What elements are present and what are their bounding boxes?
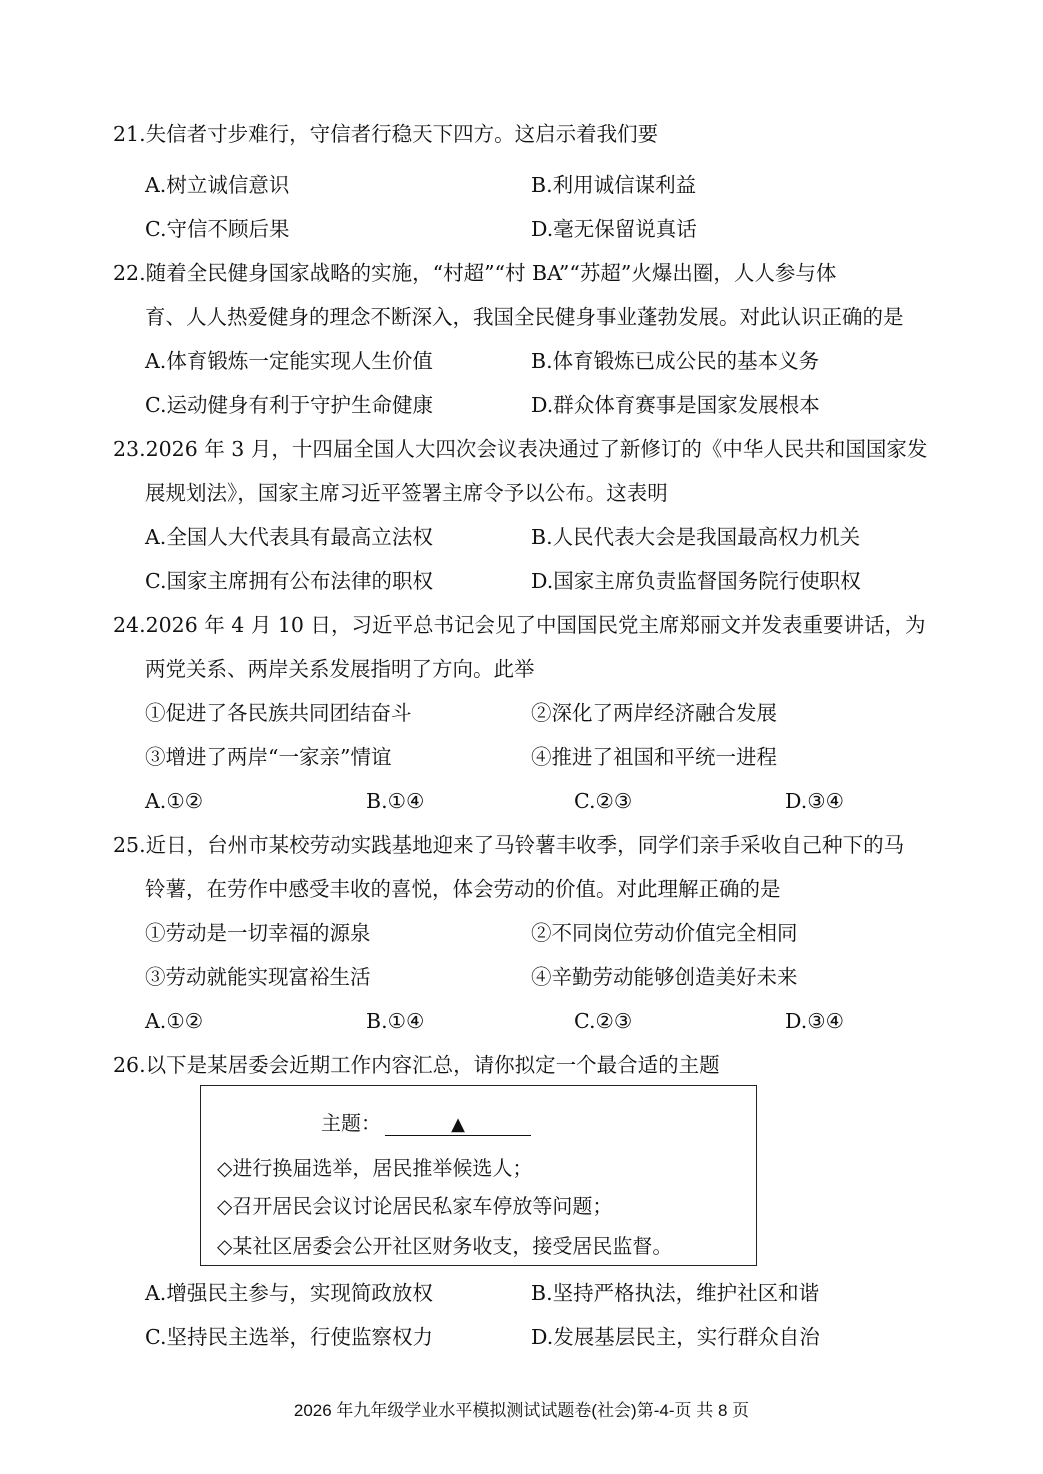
q21-option-b[interactable]: B.利用诚信谋利益 <box>531 173 697 197</box>
q25-option-b[interactable]: B.①④ <box>366 1009 425 1033</box>
q25-statement-2: ②不同岗位劳动价值完全相同 <box>531 921 798 945</box>
q24-statement-2: ②深化了两岸经济融合发展 <box>531 701 777 725</box>
q24-statement-3: ③增进了两岸“一家亲”情谊 <box>145 745 392 769</box>
q24-statement-4: ④推进了祖国和平统一进程 <box>531 745 777 769</box>
q24-option-d[interactable]: D.③④ <box>785 789 844 813</box>
question-25-stem-line-1: 25.近日，台州市某校劳动实践基地迎来了马铃薯丰收季，同学们亲手采收自己种下的马 <box>113 833 905 857</box>
q21-option-a[interactable]: A.树立诚信意识 <box>145 173 290 197</box>
q22-option-b[interactable]: B.体育锻炼已成公民的基本义务 <box>531 349 820 373</box>
q23-option-d[interactable]: D.国家主席负责监督国务院行使职权 <box>531 569 861 593</box>
question-21-stem: 21.失信者寸步难行，守信者行稳天下四方。这启示着我们要 <box>113 122 659 146</box>
q25-statement-4: ④辛勤劳动能够创造美好未来 <box>531 965 798 989</box>
work-summary-box <box>200 1085 757 1266</box>
question-22-stem-line-1: 22.随着全民健身国家战略的实施，“村超”“村 BA”“苏超”火爆出圈，人人参与体 <box>113 261 837 285</box>
q25-option-c[interactable]: C.②③ <box>574 1009 633 1033</box>
question-26-stem: 26.以下是某居委会近期工作内容汇总，请你拟定一个最合适的主题 <box>113 1053 720 1077</box>
q23-option-a[interactable]: A.全国人大代表具有最高立法权 <box>145 525 433 549</box>
theme-label: 主题： <box>321 1111 381 1135</box>
q24-option-a[interactable]: A.①② <box>145 789 204 813</box>
q26-option-b[interactable]: B.坚持严格执法，维护社区和谐 <box>531 1281 820 1305</box>
q23-option-b[interactable]: B.人民代表大会是我国最高权力机关 <box>531 525 861 549</box>
q21-option-c[interactable]: C.守信不顾后果 <box>145 217 290 241</box>
question-23-stem-line-2: 展规划法》，国家主席习近平签署主席令予以公布。这表明 <box>145 481 668 505</box>
q25-statement-1: ①劳动是一切幸福的源泉 <box>145 921 371 945</box>
q25-option-a[interactable]: A.①② <box>145 1009 204 1033</box>
question-22-stem-line-2: 育、人人热爱健身的理念不断深入，我国全民健身事业蓬勃发展。对此认识正确的是 <box>145 305 904 329</box>
q25-option-d[interactable]: D.③④ <box>785 1009 844 1033</box>
q24-statement-1: ①促进了各民族共同团结奋斗 <box>145 701 412 725</box>
q25-statement-3: ③劳动就能实现富裕生活 <box>145 965 371 989</box>
question-24-stem-line-1: 24.2026 年 4 月 10 日，习近平总书记会见了中国国民党主席郑丽文并发表重要讲话，为 <box>113 613 926 637</box>
page-footer: 2026 年九年级学业水平模拟测试试题卷(社会)第-4-页 共 8 页 <box>293 1401 750 1420</box>
q23-option-c[interactable]: C.国家主席拥有公布法律的职权 <box>145 569 433 593</box>
q24-option-c[interactable]: C.②③ <box>574 789 633 813</box>
box-item-3: ◇某社区居委会公开社区财务收支，接受居民监督。 <box>217 1234 673 1258</box>
q24-option-b[interactable]: B.①④ <box>366 789 425 813</box>
box-item-1: ◇进行换届选举，居民推举候选人； <box>217 1156 533 1180</box>
question-25-stem-line-2: 铃薯，在劳作中感受丰收的喜悦，体会劳动的价值。对此理解正确的是 <box>145 877 781 901</box>
theme-line <box>321 1107 531 1136</box>
q22-option-d[interactable]: D.群众体育赛事是国家发展根本 <box>531 393 820 417</box>
q22-option-c[interactable]: C.运动健身有利于守护生命健康 <box>145 393 433 417</box>
triangle-icon: ▲ <box>451 1114 465 1135</box>
question-23-stem-line-1: 23.2026 年 3 月，十四届全国人大四次会议表决通过了新修订的《中华人民共和国国家发 <box>113 437 928 461</box>
box-item-2: ◇召开居民会议讨论居民私家车停放等问题； <box>217 1194 613 1218</box>
question-24-stem-line-2: 两党关系、两岸关系发展指明了方向。此举 <box>145 657 535 681</box>
q22-option-a[interactable]: A.体育锻炼一定能实现人生价值 <box>145 349 433 373</box>
q21-option-d[interactable]: D.毫无保留说真话 <box>531 217 697 241</box>
theme-blank <box>385 1113 531 1136</box>
q26-option-d[interactable]: D.发展基层民主，实行群众自治 <box>531 1325 820 1349</box>
q26-option-c[interactable]: C.坚持民主选举，行使监察权力 <box>145 1325 433 1349</box>
q26-option-a[interactable]: A.增强民主参与，实现简政放权 <box>145 1281 433 1305</box>
